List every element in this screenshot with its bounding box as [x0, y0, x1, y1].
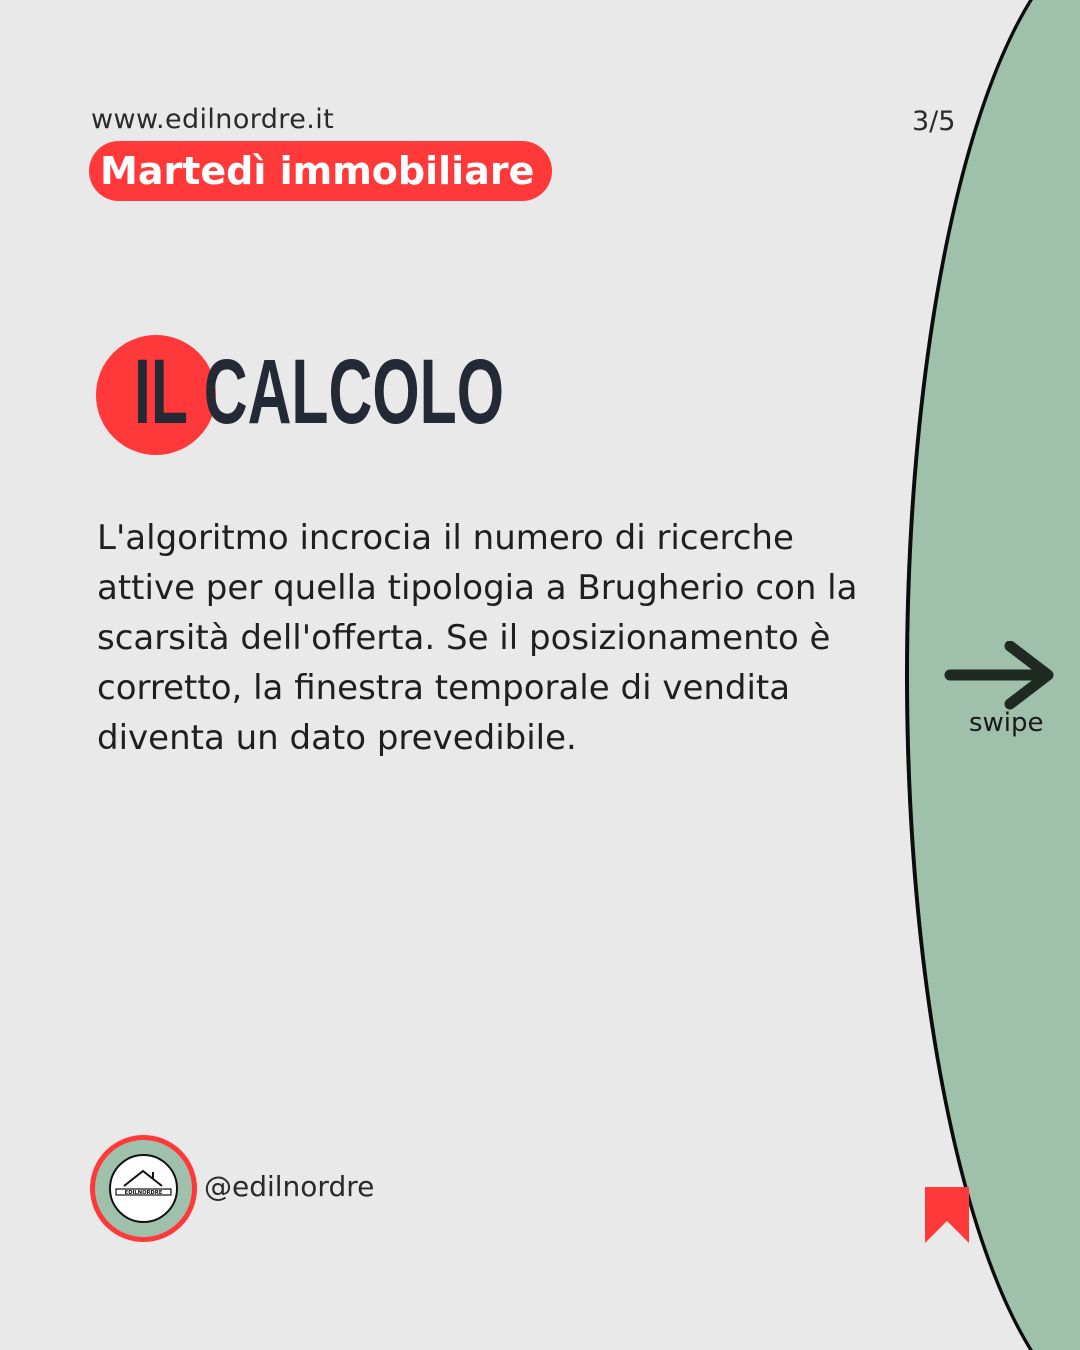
avatar[interactable]	[90, 1135, 197, 1242]
svg-text:EDILNORDRE: EDILNORDRE	[124, 1190, 163, 1196]
body-text: L'algoritmo incrocia il numero di ricerche attive per quella tipologia a Brugherio con la scarsità dell'offerta. Se il posizionamento è corretto, la finestra temporale di vendita diventa un dato prevedibile.	[97, 518, 858, 758]
website-url: www.edilnordre.it	[91, 104, 335, 135]
swipe-label: swipe	[969, 708, 1044, 738]
category-badge: Martedì immobiliare	[89, 141, 552, 201]
page-indicator: 3/5	[912, 106, 956, 137]
bookmark-icon[interactable]	[925, 1187, 969, 1243]
section-title: IL CALCOLO	[134, 341, 504, 443]
social-handle[interactable]: @edilnordre	[204, 1170, 375, 1203]
logo-icon	[109, 1154, 178, 1223]
arrow-right-icon[interactable]	[944, 641, 1058, 711]
